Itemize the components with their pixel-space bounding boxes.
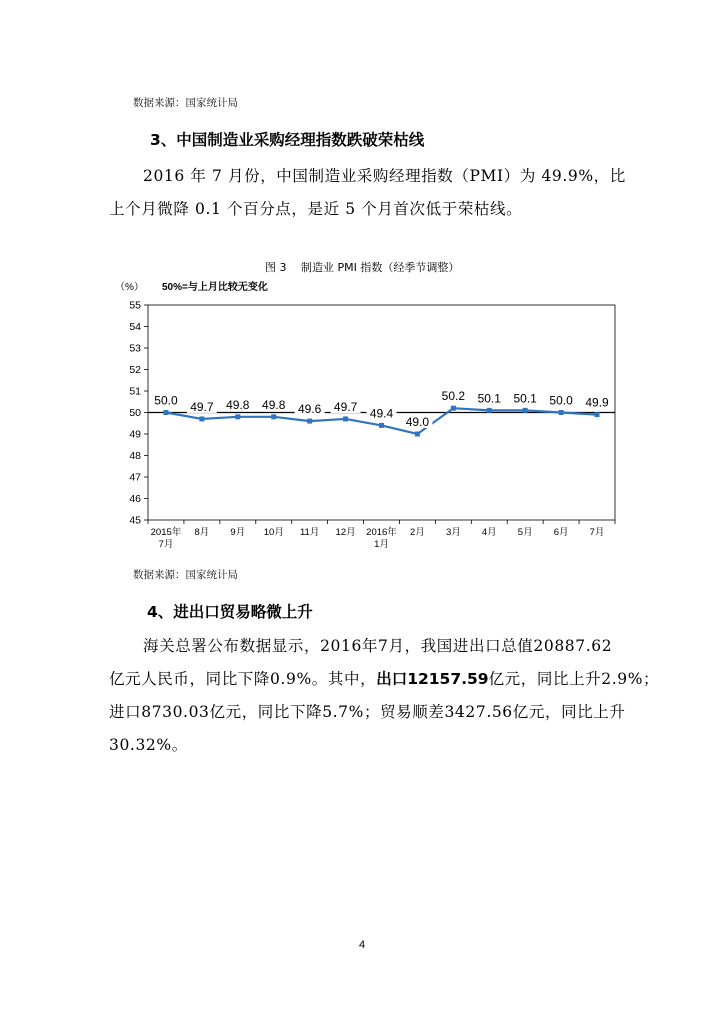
data-label: 50.1	[477, 391, 501, 406]
data-point	[379, 423, 384, 428]
data-label: 49.0	[405, 415, 430, 429]
data-label: 49.7	[333, 399, 358, 414]
page-number: 4	[359, 939, 366, 951]
data-point	[523, 408, 528, 413]
data-point	[307, 419, 312, 424]
section-3-para-line-2: 上个月微降 0.1 个百分点，是近 5 个月首次低于荣枯线。	[109, 200, 523, 218]
y-tick-label: 49	[129, 428, 141, 441]
y-tick-label: 46	[129, 493, 141, 505]
x-tick-label: 8月	[194, 527, 210, 538]
export-value-bold: 出口12157.59	[376, 670, 489, 688]
data-point	[559, 410, 564, 415]
y-tick-label: 51	[129, 385, 141, 398]
data-point	[487, 408, 492, 413]
y-tick-label: 47	[129, 471, 141, 484]
section-4-heading: 4、进出口贸易略微上升	[147, 603, 313, 621]
y-tick-label: 55	[129, 299, 141, 312]
y-tick-label: 50	[129, 407, 141, 419]
data-label: 49.8	[262, 397, 286, 412]
section-4-line-3: 进口8730.03亿元，同比下降5.7%；贸易顺差3427.56亿元，同比上升	[109, 703, 626, 721]
section-4-line-1: 海关总署公布数据显示，2016年7月，我国进出口总值20887.62	[143, 637, 613, 655]
x-tick-label: 9月	[230, 527, 246, 538]
data-label: 49.6	[297, 402, 322, 417]
x-tick-label: 7月	[589, 527, 605, 538]
data-label: 50.0	[154, 393, 178, 408]
x-tick-label: 10月	[263, 527, 284, 538]
x-tick-label: 5月	[517, 527, 533, 538]
x-tick-label: 7月	[158, 539, 174, 550]
y-tick-label: 53	[129, 342, 141, 355]
x-axis	[148, 520, 615, 550]
data-label: 49.8	[226, 397, 250, 412]
data-label: 49.4	[369, 406, 394, 421]
y-tick-label: 45	[129, 514, 141, 527]
x-tick-label: 6月	[553, 527, 569, 538]
data-label: 49.9	[585, 395, 609, 410]
x-tick-label: 12月	[335, 527, 356, 538]
y-axis	[129, 300, 148, 527]
data-label: 50.2	[441, 389, 466, 404]
data-point	[271, 414, 276, 419]
x-tick-label: 4月	[481, 527, 497, 538]
section-4-line-2-start: 亿元人民币，同比下降0.9%。其中，	[109, 670, 377, 688]
x-tick-label: 11月	[299, 527, 320, 538]
x-tick-label: 3月	[445, 527, 461, 538]
data-point	[451, 406, 456, 411]
section-4-line-4: 30.32%。	[109, 736, 188, 754]
data-point	[343, 416, 348, 421]
y-unit-label: （%）	[115, 282, 144, 293]
y-tick-label: 48	[129, 450, 141, 462]
reference-note: 50%=与上月比较无变化	[162, 282, 268, 293]
section-4-line-2-end: 亿元，同比上升2.9%；	[488, 670, 660, 688]
source-note-top: 数据来源：国家统计局	[133, 97, 238, 109]
x-tick-label: 1月	[374, 539, 389, 550]
figure-title: 图 3 制造业 PMI 指数（经季节调整）	[265, 261, 460, 274]
x-tick-label: 2月	[410, 527, 425, 538]
section-4-line-2	[109, 667, 659, 689]
data-label: 50.0	[549, 393, 573, 408]
data-point	[199, 416, 204, 421]
section-3-para-line-1: 2016 年 7 月份，中国制造业采购经理指数（PMI）为 49.9%，比	[143, 167, 626, 185]
data-point	[163, 410, 168, 415]
data-point	[415, 432, 420, 437]
section-3-heading: 3、中国制造业采购经理指数跌破荣枯线	[150, 131, 425, 149]
y-tick-label: 54	[129, 321, 141, 333]
data-point	[595, 412, 600, 417]
source-note-bottom: 数据来源：国家统计局	[133, 569, 238, 581]
x-tick-label: 2016年	[366, 527, 397, 538]
data-label: 49.7	[190, 399, 214, 414]
y-tick-label: 52	[129, 364, 141, 376]
data-label: 50.1	[513, 391, 537, 406]
data-point	[235, 414, 240, 419]
x-tick-label: 2015年	[150, 527, 182, 538]
